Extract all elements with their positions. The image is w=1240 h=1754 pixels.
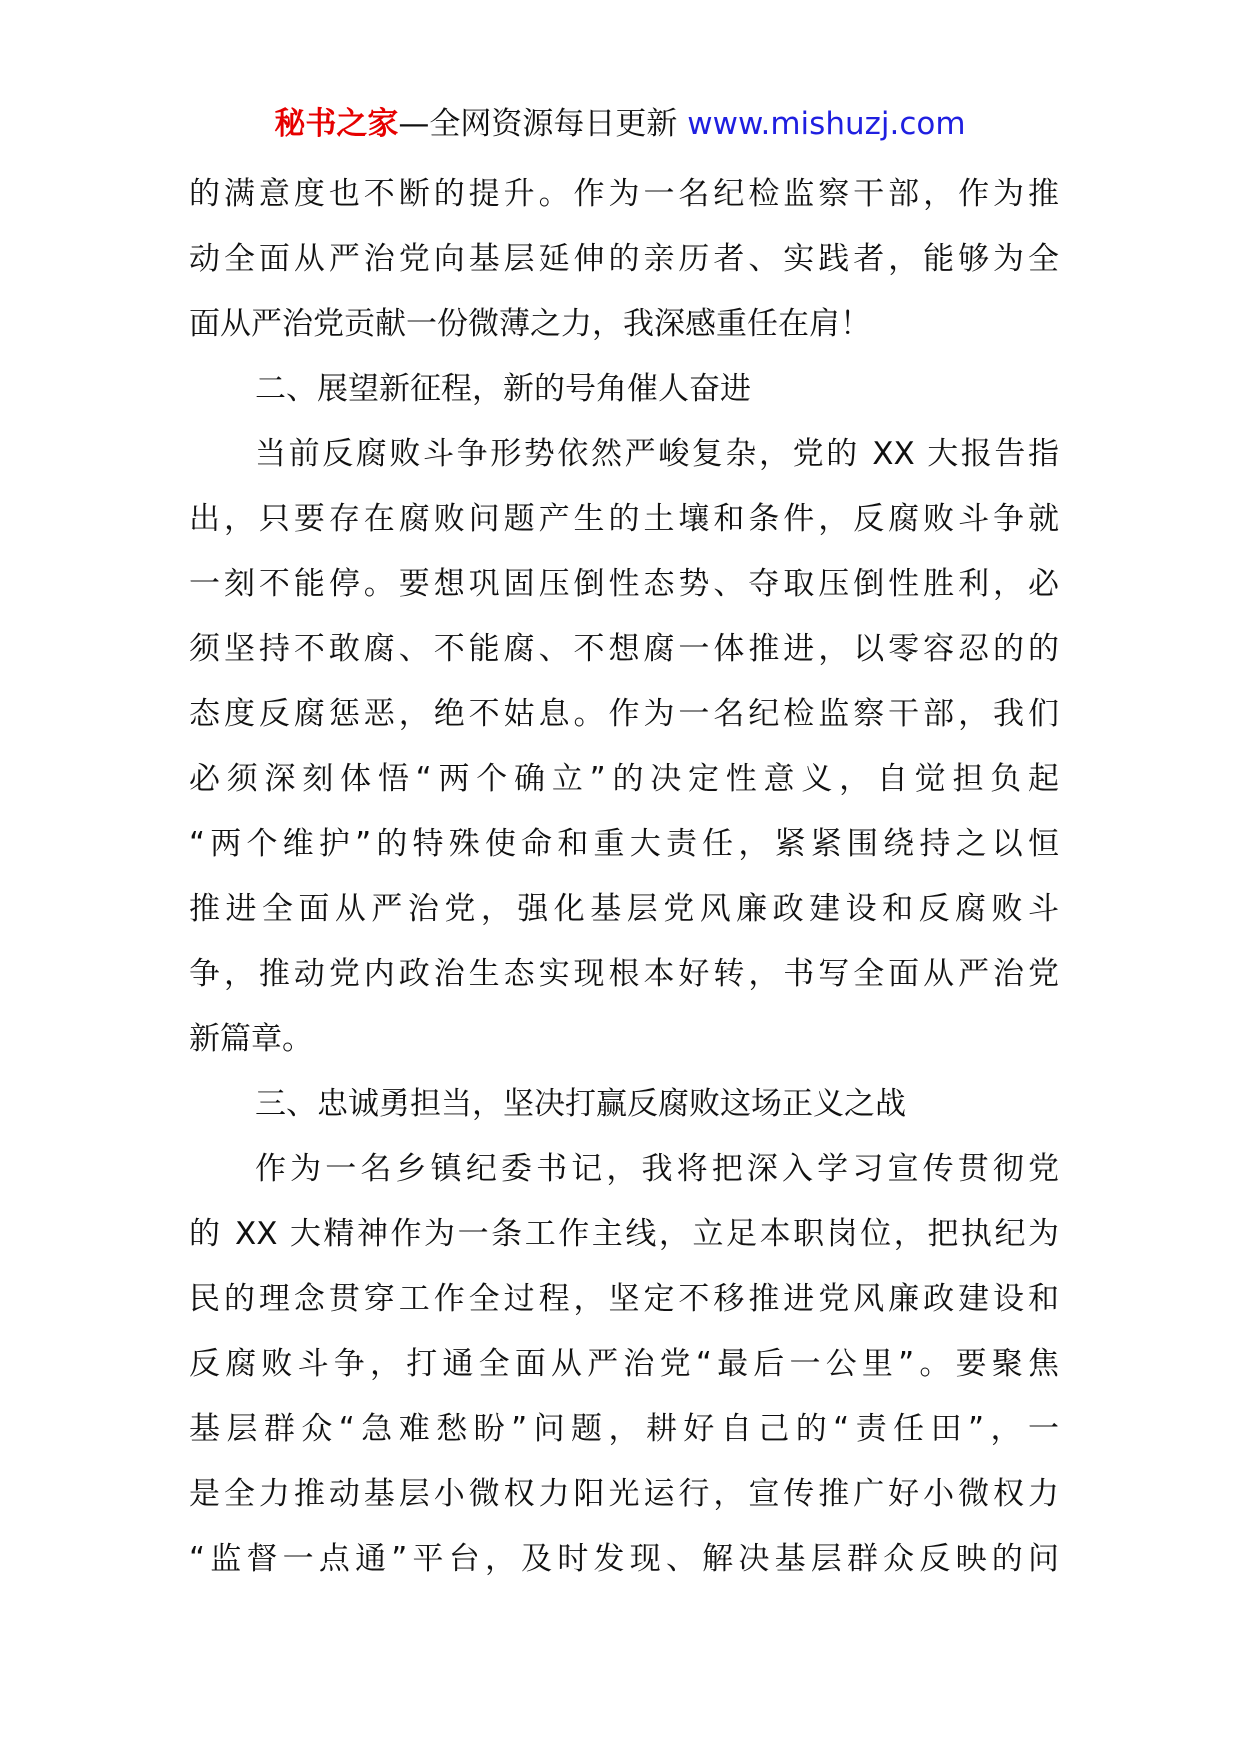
text-line: 是全力推动基层小微权力阳光运行，宣传推广好小微权力 — [189, 1476, 1059, 1512]
page-header — [0, 100, 1240, 148]
text-line: 推进全面从严治党，强化基层党风廉政建设和反腐败斗 — [189, 891, 1059, 927]
text-line: 态度反腐惩恶，绝不姑息。作为一名纪检监察干部，我们 — [189, 696, 1059, 732]
text-line: 作为一名乡镇纪委书记，我将把深入学习宣传贯彻党 — [255, 1151, 1059, 1187]
text-line: 面从严治党贡献一份微薄之力，我深感重任在肩！ — [189, 306, 871, 342]
text-line: 民的理念贯穿工作全过程，坚定不移推进党风廉政建设和 — [189, 1281, 1059, 1317]
text-line: 争，推动党内政治生态实现根本好转，书写全面从严治党 — [189, 956, 1059, 992]
text-line: 新篇章。 — [189, 1021, 313, 1057]
text-line: “两个维护”的特殊使命和重大责任，紧紧围绕持之以恒 — [189, 826, 1059, 862]
text-line: 必须深刻体悟“两个确立”的决定性意义，自觉担负起 — [189, 761, 1059, 797]
document-body — [189, 162, 1059, 1592]
text-line: 基层群众“急难愁盼”问题，耕好自己的“责任田”，一 — [189, 1411, 1059, 1447]
text-line: 反腐败斗争，打通全面从严治党“最后一公里”。要聚焦 — [189, 1346, 1059, 1382]
brand-name: 秘书之家 — [274, 106, 399, 142]
text-line: 的满意度也不断的提升。作为一名纪检监察干部，作为推 — [189, 176, 1059, 212]
text-line: 一刻不能停。要想巩固压倒性态势、夺取压倒性胜利，必 — [189, 566, 1059, 602]
text-line: 须坚持不敢腐、不能腐、不想腐一体推进，以零容忍的的 — [189, 631, 1059, 667]
website-link[interactable]: www.mishuzj.com — [687, 106, 966, 142]
text-line: 当前反腐败斗争形势依然严峻复杂，党的 XX 大报告指 — [255, 436, 1059, 472]
header-tagline: —全网资源每日更新 — [398, 106, 688, 142]
text-line: 出，只要存在腐败问题产生的土壤和条件，反腐败斗争就 — [189, 501, 1059, 537]
text-line: “监督一点通”平台，及时发现、解决基层群众反映的问 — [189, 1541, 1059, 1577]
section-heading: 三、忠诚勇担当，坚决打赢反腐败这场正义之战 — [255, 1086, 906, 1122]
section-heading: 二、展望新征程，新的号角催人奋进 — [255, 371, 751, 407]
text-line: 动全面从严治党向基层延伸的亲历者、实践者，能够为全 — [189, 241, 1059, 277]
text-line: 的 XX 大精神作为一条工作主线，立足本职岗位，把执纪为 — [189, 1216, 1059, 1252]
